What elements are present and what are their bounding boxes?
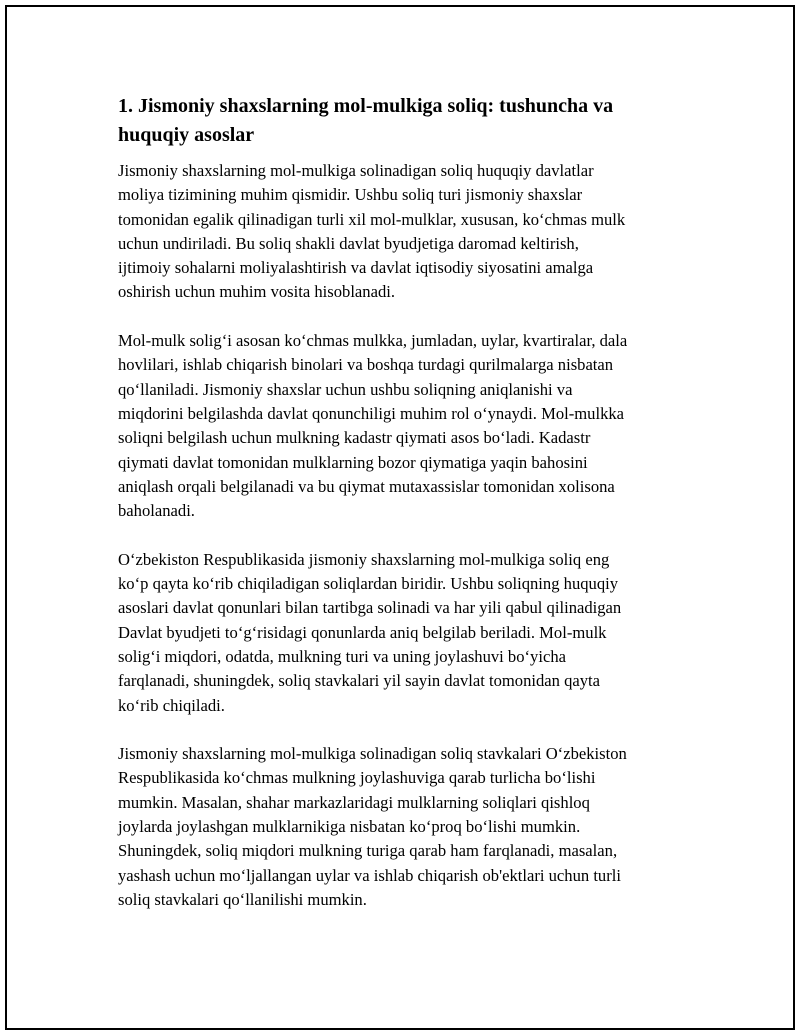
paragraph-4: Jismoniy shaxslarning mol-mulkiga solinadigan soliq stavkalari Oʻzbekiston Respublikasida koʻchmas mulkning joylashuviga qarab turlicha boʻlishi mumkin. Masalan, shahar markazlaridagi mulklarning soliqlari qishloq joylarda joylashgan mulklarnikiga nisbatan koʻproq boʻlishi mumkin. Shuningdek, soliq miqdori mulkning turiga qarab ham farqlanadi, masalan, yashash uchun moʻljallangan uylar va ishlab chiqarish ob'ektlari uchun turli soliq stavkalari qoʻllanilishi mumkin. bbox=[118, 744, 627, 909]
paragraph-3: Oʻzbekiston Respublikasida jismoniy shaxslarning mol-mulkiga soliq eng koʻp qayta koʻrib chiqiladigan soliqlardan biridir. Ushbu soliqning huquqiy asoslari davlat qonunlari bilan tartibga solinadi va har yili qabul qilinadigan Davlat byudjeti toʻgʻrisidagi qonunlarda aniq belgilab beriladi. Mol-mulk soligʻi miqdori, odatda, mulkning turi va uning joylashuvi boʻyicha farqlanadi, shuningdek, soliq stavkalari yil sayin davlat tomonidan qayta koʻrib chiqiladi. bbox=[118, 549, 622, 715]
document-body bbox=[118, 92, 694, 937]
paragraph-1: Jismoniy shaxslarning mol-mulkiga solinadigan soliq huquqiy davlatlar moliya tizimining muhim qismidir. Ushbu soliq turi jismoniy shaxslar tomonidan egalik qilinadigan turli xil mol-mulklar, xususan, koʻchmas mulk uchun undiriladi. Bu soliq shakli davlat byudjetiga daromad keltirish, ijtimoiy sohalarni moliyalashtirish va davlat iqtisodiy siyosatini amalga oshirish uchun muhim vosita hisoblanadi. bbox=[118, 161, 626, 302]
paragraph-2: Mol-mulk soligʻi asosan koʻchmas mulkka, jumladan, uylar, kvartiralar, dala hovlilari, ishlab chiqarish binolari va boshqa turdagi qurilmalarga nisbatan qoʻllaniladi. Jismoniy shaxslar uchun ushbu soliqning aniqlanishi va miqdorini belgilashda davlat qonunchiligi muhim rol oʻynaydi. Mol-mulkka soliqni belgilash uchun mulkning kadastr qiymati asos boʻladi. Kadastr qiymati davlat tomonidan mulklarning bozor qiymatiga yaqin bahosini aniqlash orqali belgilanadi va bu qiymat mutaxassislar tomonidan xolisona baholanadi. bbox=[118, 331, 628, 521]
section-heading: 1. Jismoniy shaxslarning mol-mulkiga soliq: tushuncha va huquqiy asoslar bbox=[118, 95, 614, 146]
